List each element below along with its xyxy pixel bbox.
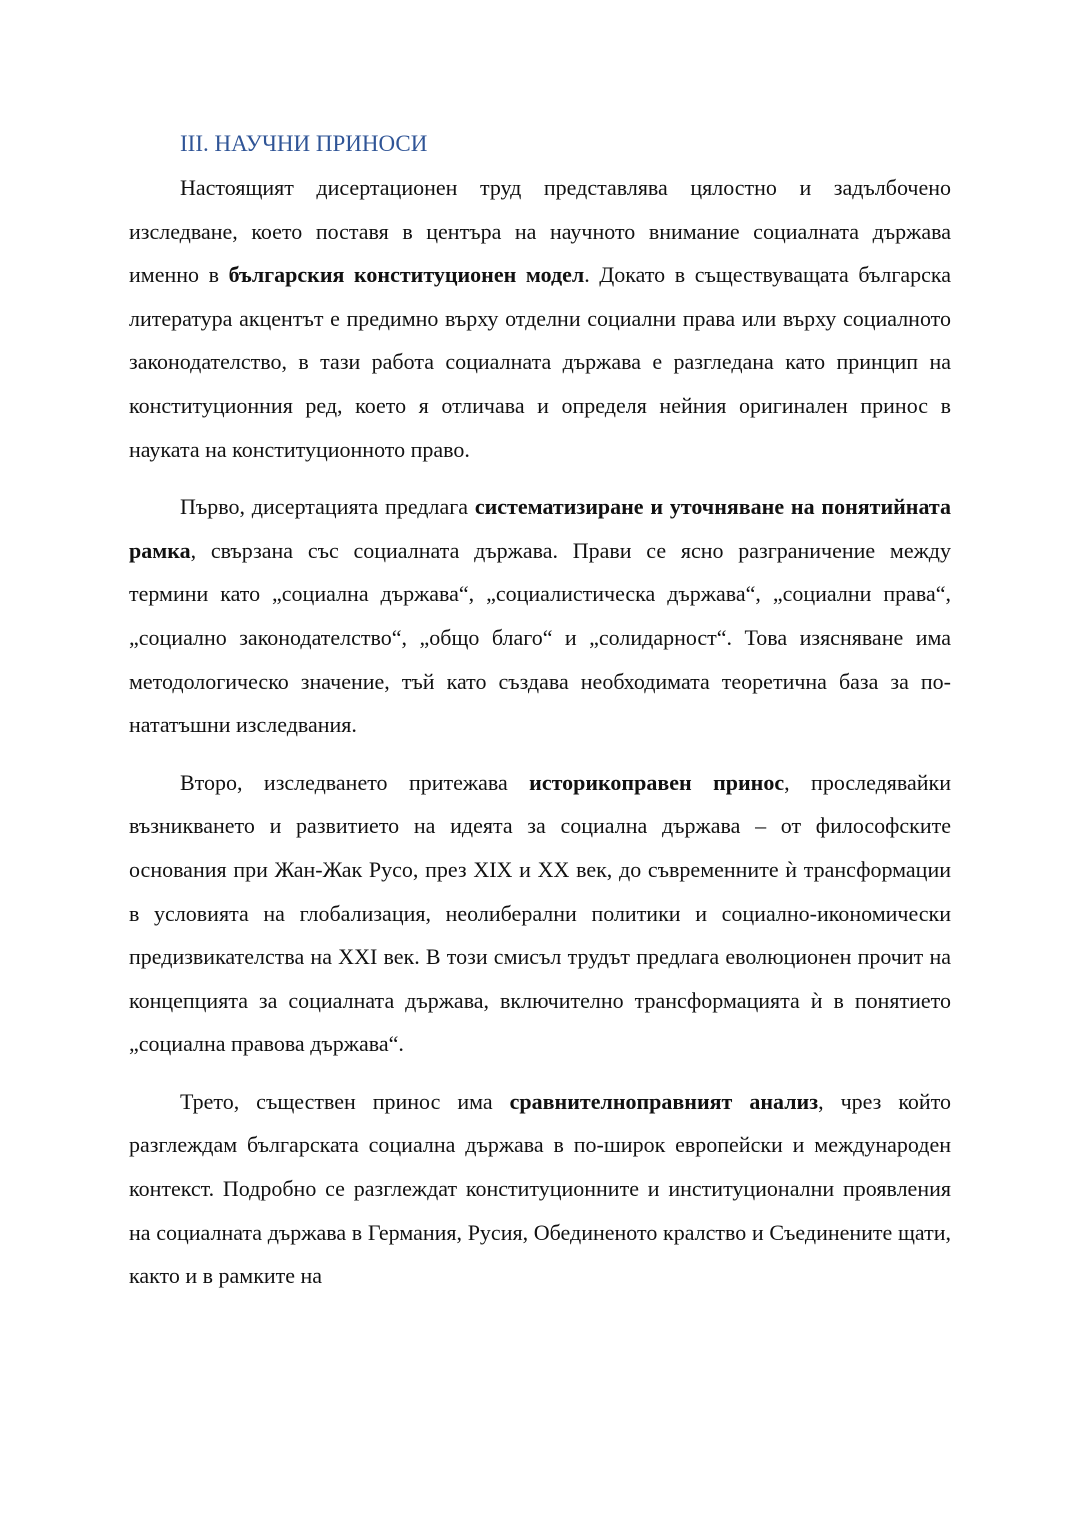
paragraph-text: , проследявайки възникването и развитието на идеята за социална държава – от философските основания при Жан-Жак Русо, през XIX и XX век, до съвременните ѝ трансформации в условията на глобализация, неолиберални политики и социално-икономически предизвикателства на XXI век. В този смисъл трудът предлага еволюционен прочит на концепцията за социалната държава, включително трансформацията ѝ в понятието „социална правова държава“. xyxy=(129,769,951,1057)
paragraph-text: Настоящият дисертационен труд представлява цялостно и задълбочено изследване, което поставя в центъра на научното внимание социалната държава именно в xyxy=(129,175,951,288)
emphasis-text: систематизиране и уточняване на понятийната рамка xyxy=(129,494,951,563)
paragraph-text: Второ, изследването притежава xyxy=(180,769,530,795)
paragraph-text: . Докато в съществуващата българска литература акцентът е предимно върху отделни социални права или върху социалното законодателство, в тази работа социалната държава е разгледана като принцип на конституционния ред, което я отличава и определя нейния оригинален принос в науката на конституционното право. xyxy=(129,262,951,462)
paragraph-text: , свързана със социалната държава. Прави се ясно разграничение между термини като „социална държава“, „социалистическа държава“, „социални права“, „социално законодателство“, „общо благо“ и „солидарност“. Това изясняване има методологическо значение, тъй като създава необходимата теоретична база за по-нататъшни изследвания. xyxy=(129,537,951,738)
paragraph-text: Първо, дисертацията предлага xyxy=(180,494,475,520)
paragraph-second xyxy=(129,761,951,1066)
emphasis-text: историкоправен принос xyxy=(529,769,785,795)
paragraph-first xyxy=(129,485,951,747)
emphasis-text: българския конституционен модел xyxy=(228,262,585,288)
paragraph-intro xyxy=(129,166,951,471)
emphasis-text: сравнителноправният анализ xyxy=(509,1088,819,1114)
section-heading: III. НАУЧНИ ПРИНОСИ xyxy=(180,131,428,156)
paragraph-text: , чрез който разглеждам българската социална държава в по-широк европейски и международен контекст. Подробно се разглеждат конституционните и институционални проявления на социалната държава в Германия, Русия, Обединеното кралство и Съединените щати, както и в рамките на xyxy=(129,1088,952,1289)
paragraph-third xyxy=(129,1080,951,1298)
paragraph-text: Трето, съществен принос има xyxy=(180,1088,510,1114)
document-page xyxy=(129,126,951,1298)
